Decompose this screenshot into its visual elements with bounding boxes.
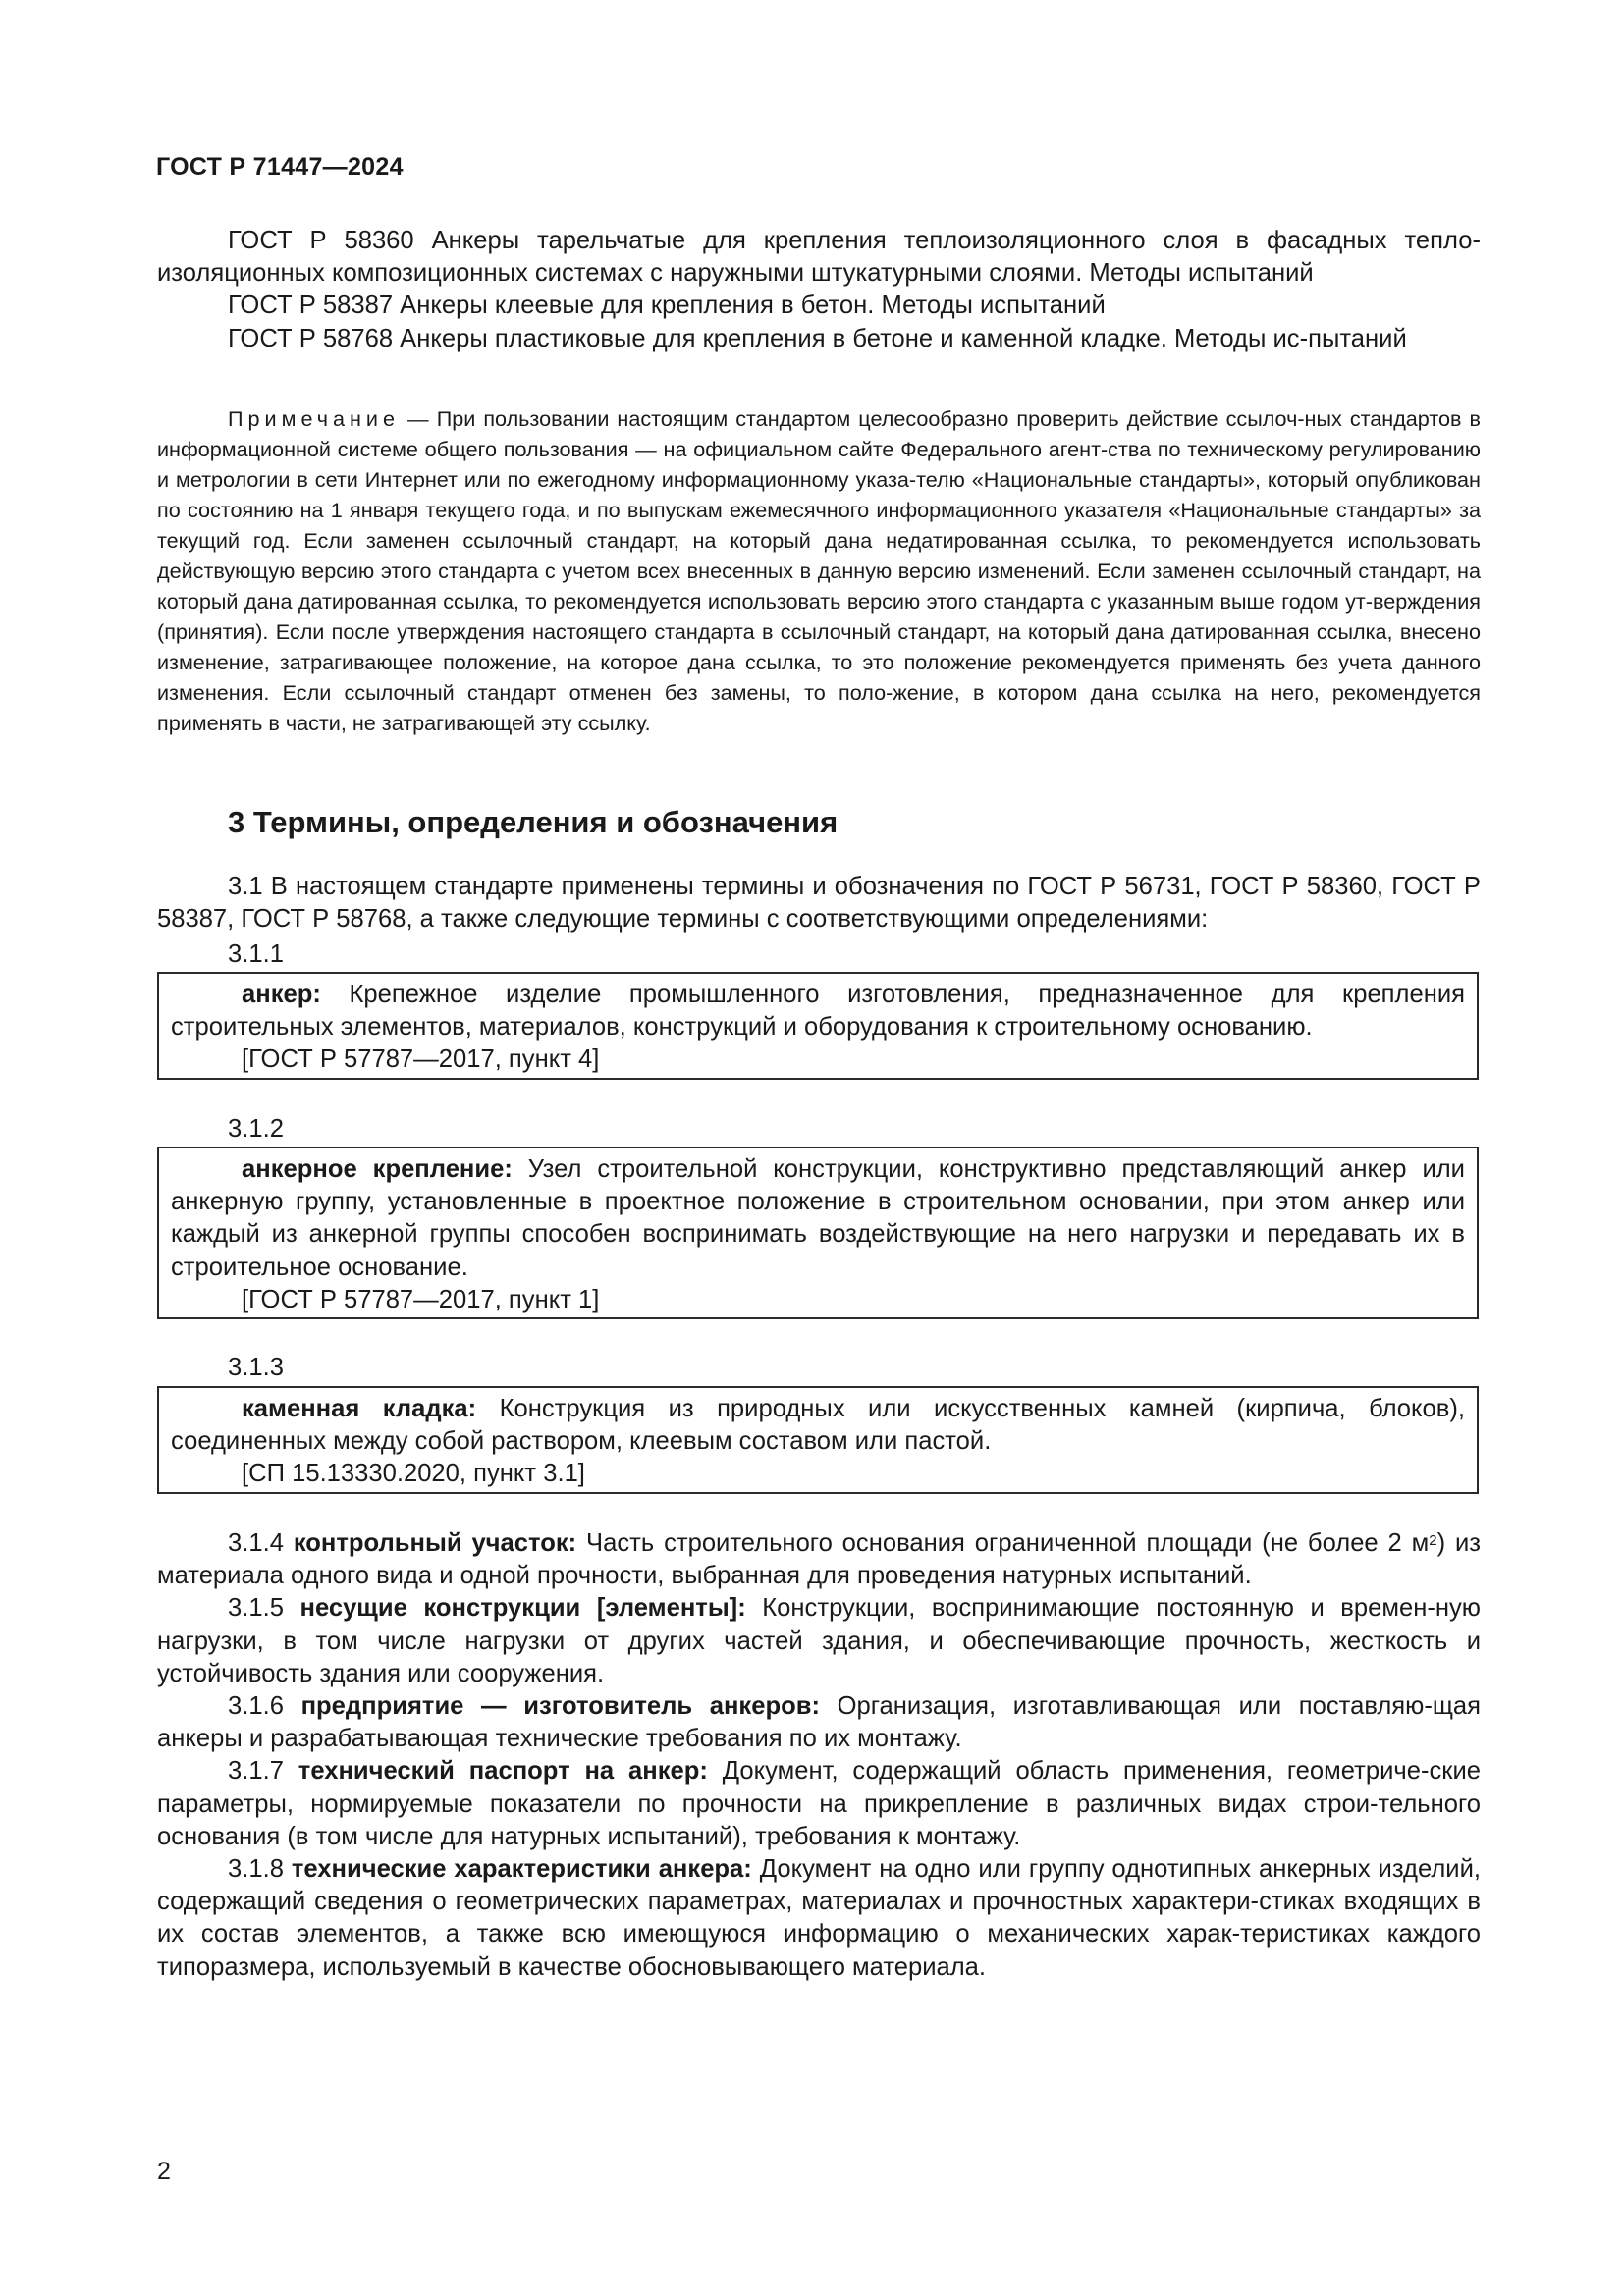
reference-item: ГОСТ Р 58387 Анкеры клеевые для крепления в бетон. Методы испытаний [228, 292, 1106, 320]
term-name: технический паспорт на анкер: [298, 1757, 708, 1786]
term-item [157, 1527, 1481, 1592]
term-number: 3.1.6 [228, 1692, 284, 1721]
term-box-kamennaya-kladka [157, 1386, 1479, 1494]
clause-text: 3.1 В настоящем стандарте применены термины и обозначения по ГОСТ Р 56731, ГОСТ Р 58360, ГОСТ Р 58387, ГОСТ Р 58768, а также следующие термины с соответствующими определениями: [157, 873, 1481, 934]
term-definition: Узел строительной конструкции, конструктивно представляющий анкер или анкерную группу, установленные в проектное положение в строительном основании, при этом анкер или каждый из анкерной группы способен воспринимать воздействующие на него нагрузки и передавать их в строительное основание. [171, 1155, 1465, 1281]
term-number: 3.1.1 [228, 940, 284, 968]
term-source: [СП 15.13330.2020, пункт 3.1] [242, 1460, 585, 1488]
terms-list [157, 1527, 1481, 1984]
term-source: [ГОСТ Р 57787—2017, пункт 4] [242, 1045, 600, 1074]
term-number: 3.1.7 [228, 1757, 284, 1786]
term-name: технические характеристики анкера: [291, 1855, 752, 1884]
note-block [157, 403, 1481, 738]
term-number: 3.1.8 [228, 1855, 284, 1884]
term-name: несущие конструкции [элементы]: [299, 1594, 746, 1623]
term-name: анкерное крепление: [242, 1155, 513, 1183]
reference-item: ГОСТ Р 58360 Анкеры тарельчатые для крепления теплоизоляционного слоя в фасадных тепло-изоляционных композиционных системах с наружными штукатурными слоями. Методы испытаний [157, 227, 1481, 288]
term-number: 3.1.3 [228, 1354, 284, 1381]
term-box-anker [157, 972, 1479, 1080]
reference-item: ГОСТ Р 58768 Анкеры пластиковые для крепления в бетоне и каменной кладке. Методы ис-пытаний [228, 324, 1407, 352]
clause-3-1 [157, 871, 1481, 935]
page-number: 2 [157, 2158, 171, 2185]
term-definition: Организация, изготавливающая или поставляю-щая анкеры и разрабатывающая технические требования по их монтажу. [157, 1692, 1481, 1753]
term-definition: Документ на одно или группу однотипных анкерных изделий, содержащий сведения о геометрических параметрах, материалах и прочностных характери-стиках входящих в их состав элементов, а также всю имеющуюся информацию о механических харак-теристиках каждого типоразмера, используемый в качестве обосновывающего материала. [157, 1855, 1481, 1981]
term-item [157, 1690, 1481, 1755]
term-definition: Конструкции, воспринимающие постоянную и времен-ную нагрузки, в том числе нагрузки от других частей здания, и обеспечивающие прочность, жесткость и устойчивость здания или сооружения. [157, 1594, 1481, 1687]
term-name: анкер: [242, 981, 321, 1008]
references-block [157, 225, 1481, 355]
document-header: ГОСТ Р 71447—2024 [156, 153, 404, 181]
term-name: каменная кладка: [242, 1395, 477, 1422]
section-title: 3 Термины, определения и обозначения [228, 805, 839, 839]
note-text: — При пользовании настоящим стандартом целесообразно проверить действие ссылоч-ных стандартов в информационной системе общего пользования — на официальном сайте Федерального агент-ства по техническому регулированию и метрологии в сети Интернет или по ежегодному информационному указа-телю «Национальные стандарты», который опубликован по состоянию на 1 января текущего года, и по выпускам ежемесячного информационного указателя «Национальные стандарты» за текущий год. Если заменен ссылочный стандарт, на который дана недатированная ссылка, то рекомендуется использовать действующую версию этого стандарта с учетом всех внесенных в данную версию изменений. Если заменен ссылочный стандарт, на который дана датированная ссылка, то рекомендуется использовать версию этого стандарта с указанным выше годом ут-верждения (принятия). Если после утверждения настоящего стандарта в ссылочный стандарт, на который дана датированная ссылка, внесено изменение, затрагивающее положение, на которое дана ссылка, то это положение рекомендуется применять без учета данного изменения. Если ссылочный стандарт отменен без замены, то поло-жение, в котором дана ссылка на него, рекомендуется применять в части, не затрагивающей эту ссылку. [157, 406, 1481, 735]
term-number: 3.1.2 [228, 1115, 284, 1143]
term-item [157, 1755, 1481, 1853]
term-item [157, 1592, 1481, 1690]
term-number: 3.1.5 [228, 1594, 284, 1623]
term-item [157, 1853, 1481, 1984]
term-name: контрольный участок: [293, 1529, 577, 1557]
superscript: 2 [1429, 1532, 1437, 1549]
term-source: [ГОСТ Р 57787—2017, пункт 1] [242, 1285, 600, 1313]
term-definition: Часть строительного основания ограниченной площади (не более 2 м [576, 1529, 1430, 1557]
term-box-ankernoe-kreplenie [157, 1147, 1479, 1319]
term-number: 3.1.4 [228, 1529, 284, 1557]
term-definition: ) из материала одного вида и одной прочности, выбранная для проведения натурных испытаний. [157, 1529, 1481, 1590]
note-label: Примечание [228, 406, 400, 431]
term-definition: Крепежное изделие промышленного изготовления, предназначенное для крепления строительных элементов, материалов, конструкций и оборудования к строительному основанию. [171, 981, 1465, 1041]
term-definition: Конструкция из природных или искусственных камней (кирпича, блоков), соединенных между собой раствором, клеевым составом или пастой. [171, 1395, 1465, 1456]
term-definition: Документ, содержащий область применения, геометриче-ские параметры, нормируемые показатели по прочности на прикрепление в различных видах строи-тельного основания (в том числе для натурных испытаний), требования к монтажу. [157, 1757, 1481, 1850]
term-name: предприятие — изготовитель анкеров: [300, 1692, 820, 1721]
